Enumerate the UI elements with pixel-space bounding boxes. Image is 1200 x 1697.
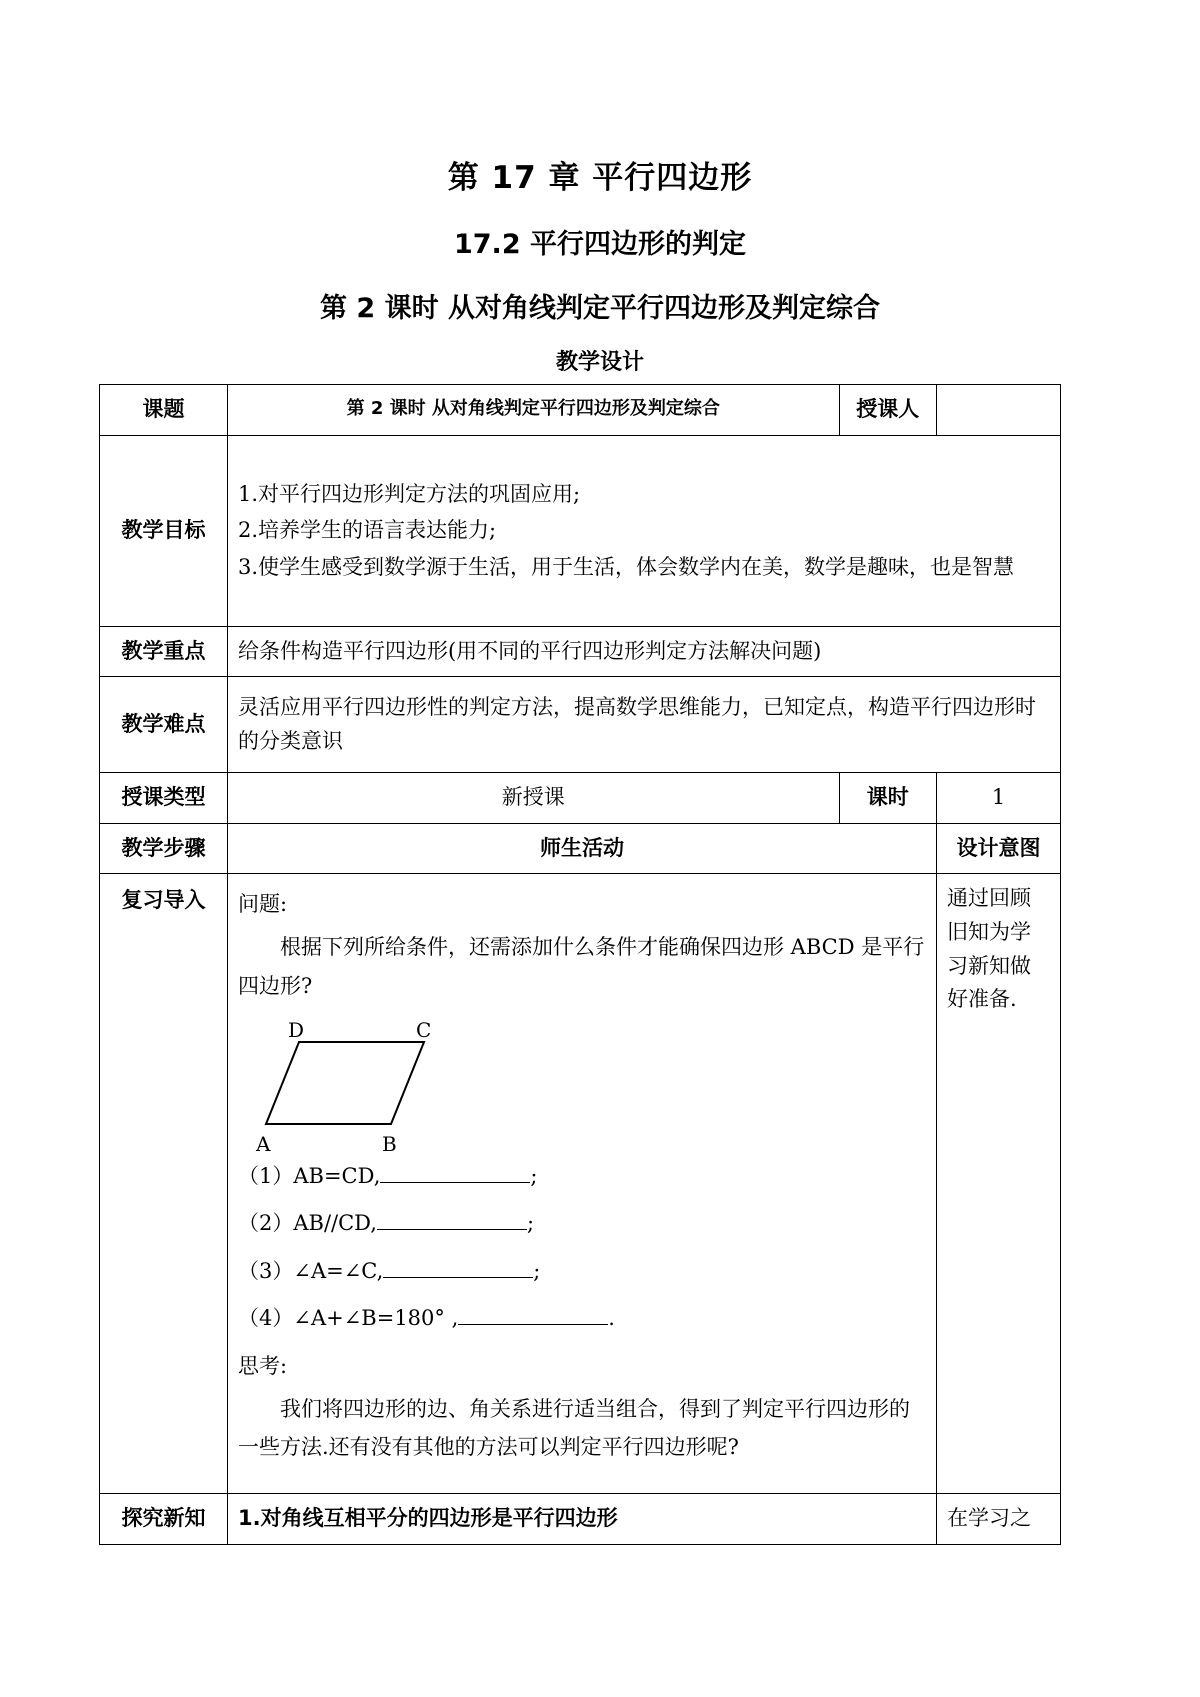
goals-label: 教学目标 <box>100 435 228 626</box>
table-row-difficulty <box>100 677 1061 773</box>
table-row-topic <box>100 385 1061 436</box>
vertex-label-a: A <box>255 1131 271 1156</box>
condition-text: （2）AB//CD, <box>237 1211 377 1236</box>
condition-end: . <box>608 1306 615 1331</box>
difficulty-value: 灵活应用平行四边形性的判定方法，提高数学思维能力，已知定点，构造平行四边形时的分类意识 <box>227 677 1060 773</box>
answer-blank <box>377 1209 527 1230</box>
teacher-label: 授课人 <box>839 385 937 436</box>
teacher-value <box>937 385 1061 436</box>
type-value: 新授课 <box>227 773 839 824</box>
question-text: 根据下列所给条件，还需添加什么条件才能确保四边形 ABCD 是平行四边形? <box>237 934 925 998</box>
intent-header: 设计意图 <box>937 823 1061 874</box>
lesson-plan-table <box>99 384 1061 1545</box>
explore-label: 探究新知 <box>100 1494 228 1545</box>
review-content <box>227 874 936 1494</box>
key-point-value: 给条件构造平行四边形(用不同的平行四边形判定方法解决问题) <box>227 626 1060 677</box>
activity-header: 师生活动 <box>227 823 936 874</box>
condition-end: ; <box>526 1211 535 1236</box>
goal-item: 2.培养学生的语言表达能力; <box>237 518 497 543</box>
review-label: 复习导入 <box>100 874 228 1494</box>
goal-item: 1.对平行四边形判定方法的巩固应用; <box>237 481 581 506</box>
think-text: 我们将四边形的边、角关系进行适当组合，得到了判定平行四边形的一些方法.还有没有其他的方法可以判定平行四边形呢? <box>237 1396 910 1460</box>
steps-header: 教学步骤 <box>100 823 228 874</box>
think-label: 思考: <box>237 1354 288 1379</box>
chapter-title: 第 17 章 平行四边形 <box>447 160 753 196</box>
hours-value: 1 <box>937 773 1061 824</box>
difficulty-label: 教学难点 <box>100 677 228 773</box>
type-label: 授课类型 <box>100 773 228 824</box>
condition-text: （4）∠A+∠B=180° , <box>237 1306 459 1331</box>
answer-blank <box>383 1257 533 1278</box>
hours-label: 课时 <box>839 773 937 824</box>
condition-text: （3）∠A=∠C, <box>237 1258 384 1283</box>
vertex-label-b: B <box>381 1131 397 1156</box>
topic-label: 课题 <box>100 385 228 436</box>
table-row-goals <box>100 435 1061 626</box>
design-heading: 教学设计 <box>555 350 644 375</box>
answer-blank <box>380 1162 530 1183</box>
question-label: 问题: <box>237 892 288 917</box>
table-row-headers <box>100 823 1061 874</box>
section-title: 17.2 平行四边形的判定 <box>453 229 747 260</box>
condition-end: ; <box>530 1163 538 1188</box>
lesson-title: 第 2 课时 从对角线判定平行四边形及判定综合 <box>320 293 880 324</box>
goals-content <box>227 435 1060 626</box>
goal-item: 3.使学生感受到数学源于生活，用于生活，体会数学内在美，数学是趣味，也是智慧 <box>237 554 1015 579</box>
condition-text: （1）AB=CD, <box>237 1163 381 1188</box>
key-point-label: 教学重点 <box>100 626 228 677</box>
table-row-key-point <box>100 626 1061 677</box>
answer-blank <box>458 1304 608 1325</box>
parallelogram-diagram <box>244 1020 444 1150</box>
vertex-label-d: D <box>287 1017 305 1042</box>
explore-intent: 在学习之 <box>937 1494 1061 1545</box>
review-intent: 通过回顾旧知为学习新知做好准备. <box>937 874 1061 1494</box>
parallelogram-shape <box>266 1042 424 1124</box>
topic-value: 第 2 课时 从对角线判定平行四边形及判定综合 <box>227 385 839 436</box>
condition-item <box>238 1302 926 1336</box>
vertex-label-c: C <box>415 1017 432 1042</box>
table-row-review <box>100 874 1061 1494</box>
table-row-type <box>100 773 1061 824</box>
explore-content: 1.对角线互相平分的四边形是平行四边形 <box>227 1494 936 1545</box>
condition-end: ; <box>533 1258 541 1283</box>
table-row-explore <box>100 1494 1061 1545</box>
condition-item <box>238 1207 926 1241</box>
condition-item <box>238 1255 926 1289</box>
parallelogram-figure <box>244 1017 444 1156</box>
condition-item <box>238 1160 926 1194</box>
